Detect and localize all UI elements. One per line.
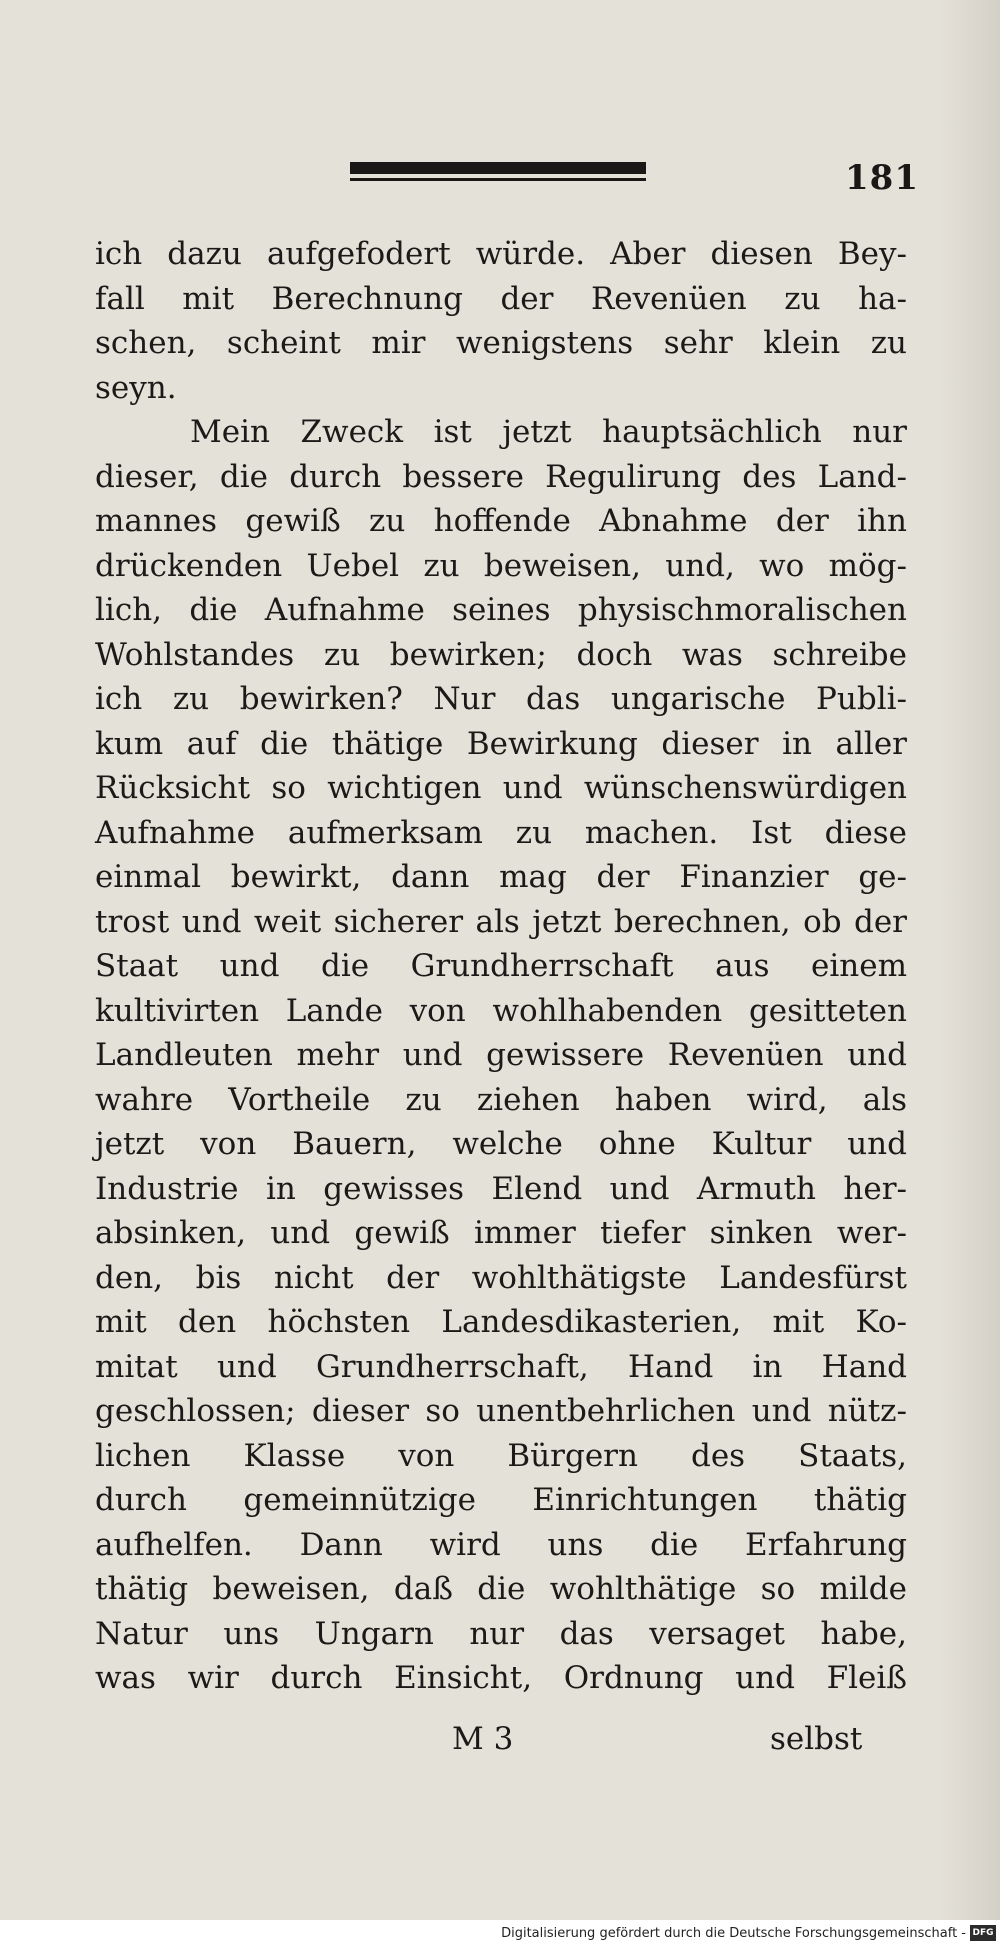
text-line: Aufnahme aufmerksam zu machen. Ist diese xyxy=(95,814,907,851)
text-line: aufhelfen. Dann wird uns die Erfahrung xyxy=(95,1526,907,1563)
text-line: lichen Klasse von Bürgern des Staats, xyxy=(95,1437,907,1474)
text-line: mitat und Grundherrschaft, Hand in Hand xyxy=(95,1348,907,1385)
text-line: Landleuten mehr und gewissere Revenüen und xyxy=(95,1037,907,1073)
text-line: einmal bewirkt, dann mag der Finanzier ge- xyxy=(95,859,907,895)
catchword: selbst xyxy=(770,1721,863,1757)
text-line: mannes gewiß zu hoffende Abnahme der ihn xyxy=(95,503,907,539)
text-line: kultivirten Lande von wohlhabenden gesitteten xyxy=(95,992,907,1029)
signature-row xyxy=(0,1721,1000,1765)
text-line: durch gemeinnützige Einrichtungen thätig xyxy=(95,1482,907,1518)
text-line: ich dazu aufgefodert würde. Aber diesen Bey- xyxy=(95,236,907,272)
digitization-credit: Digitalisierung gefördert durch die Deutsche Forschungsgemeinschaft - xyxy=(501,1926,966,1941)
digitization-footer xyxy=(0,1920,1000,1948)
text-line: Natur uns Ungarn nur das versaget habe, xyxy=(95,1615,907,1652)
text-line: Mein Zweck ist jetzt hauptsächlich nur xyxy=(190,414,907,450)
header-rule-thin xyxy=(350,178,646,181)
text-line: trost und weit sicherer als jetzt berechnen, ob der xyxy=(95,903,907,940)
text-line: jetzt von Bauern, welche ohne Kultur und xyxy=(95,1126,907,1162)
text-line: Wohlstandes zu bewirken; doch was schreibe xyxy=(95,636,907,673)
page-number: 181 xyxy=(845,158,919,198)
text-line: thätig beweisen, daß die wohlthätige so milde xyxy=(95,1571,907,1607)
text-line: fall mit Berechnung der Revenüen zu ha- xyxy=(95,280,907,317)
text-line: seyn. xyxy=(95,369,177,406)
body-text xyxy=(95,232,907,1701)
text-line: kum auf die thätige Bewirkung dieser in aller xyxy=(95,725,907,762)
text-line: ich zu bewirken? Nur das ungarische Publi- xyxy=(95,681,907,717)
text-line: den, bis nicht der wohlthätigste Landesfürst xyxy=(95,1259,907,1296)
text-line: lich, die Aufnahme seines physischmoralischen xyxy=(95,592,907,628)
dfg-logo-icon: DFG xyxy=(970,1925,996,1941)
header-rule-thick xyxy=(350,162,646,174)
text-line: wahre Vortheile zu ziehen haben wird, als xyxy=(95,1081,907,1118)
text-line: drückenden Uebel zu beweisen, und, wo mög- xyxy=(95,547,907,584)
text-line: was wir durch Einsicht, Ordnung und Fleiß xyxy=(95,1660,907,1696)
signature-mark: M 3 xyxy=(452,1721,514,1757)
text-line: dieser, die durch bessere Regulirung des Land- xyxy=(95,458,907,495)
header-rule xyxy=(350,162,646,184)
text-line: Rücksicht so wichtigen und wünschenswürdigen xyxy=(95,770,907,806)
text-line: mit den höchsten Landesdikasterien, mit Ko- xyxy=(95,1304,907,1340)
text-line: schen, scheint mir wenigstens sehr klein zu xyxy=(95,325,907,361)
text-line: Staat und die Grundherrschaft aus einem xyxy=(95,948,907,984)
text-line: Industrie in gewisses Elend und Armuth her- xyxy=(95,1170,907,1207)
text-line: absinken, und gewiß immer tiefer sinken wer- xyxy=(95,1215,907,1251)
text-line: geschlossen; dieser so unentbehrlichen und nütz- xyxy=(95,1393,907,1429)
